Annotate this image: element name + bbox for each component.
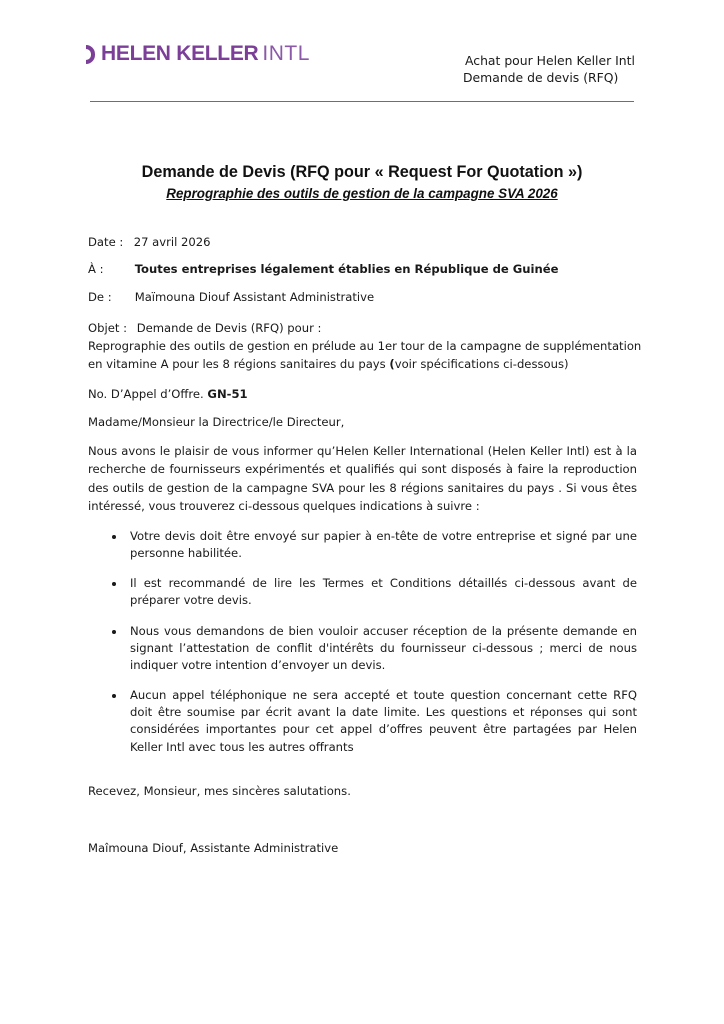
document-subtitle: Reprographie des outils de gestion de la campagne SVA 2026 [166, 186, 558, 201]
object-label: Objet : [88, 321, 127, 335]
bullet-icon [112, 694, 116, 698]
header-info [465, 52, 635, 86]
list-item-text: Aucun appel téléphonique ne sera accepté et toute question concernant cette RFQ doit être soumise par écrit avant la date limite. Les questions et réponses qui sont considérées importantes pour cet appel d’offres peuvent être partagées par Helen Keller Intl avec tous les autres offrants [130, 688, 637, 754]
list-item-text: Nous vous demandons de bien vouloir accuser réception de la présente demande en signant l’attestation de conflit d'intérêts du fournisseur ci-dessous ; merci de nous indiquer votre intention d’envoyer un devis. [130, 624, 637, 673]
object-line-3-spec: voir spécifications ci-dessous) [394, 357, 569, 371]
object-value: Demande de Devis (RFQ) pour : [136, 321, 322, 335]
logo-text-strong: HELEN KELLER [101, 42, 259, 65]
date-value: 27 avril 2026 [133, 235, 211, 249]
date-label: Date : [88, 235, 124, 249]
to-row [88, 261, 559, 278]
intro-paragraph: Nous avons le plaisir de vous informer qu’Helen Keller International (Helen Keller Intl) est à la recherche de fournisseurs expérimentés et qualifiés qui sont disposés à faire la reproduction des outils de gestion de la campagne SVA pour les 8 régions sanitaires du pays . Si vous êtes intéressé, vous trouverez ci-dessous quelques indications à suivre : [88, 444, 637, 513]
object-line-2: Reprographie des outils de gestion en prélude au 1er tour de la campagne de supplémentation [88, 339, 642, 353]
header-line-purchase: Achat pour Helen Keller Intl [465, 53, 635, 68]
logo-text-light: INTL [262, 42, 310, 65]
bullet-icon [112, 582, 116, 586]
signature-line: Maîmouna Diouf, Assistante Administrative [88, 841, 339, 855]
list-item [108, 687, 637, 756]
list-item-text: Il est recommandé de lire les Termes et Conditions détaillés ci-dessous avant de préparer votre devis. [130, 576, 637, 608]
list-item [108, 528, 637, 562]
header-divider [90, 101, 634, 102]
object-line-3-text: en vitamine A pour les 8 régions sanitaires du pays [88, 357, 390, 371]
from-label: De : [88, 290, 112, 304]
header-line-rfq: Demande de devis (RFQ) [463, 70, 619, 85]
from-value: Maïmouna Diouf Assistant Administrative [134, 290, 375, 304]
list-item [108, 623, 637, 675]
closing-line: Recevez, Monsieur, mes sincères salutations. [88, 784, 351, 798]
to-value: Toutes entreprises légalement établies en République de Guinée [134, 262, 559, 276]
object-line-3 [88, 356, 569, 373]
tender-number: GN-51 [207, 387, 248, 401]
object-line-3-paren: ( [389, 357, 395, 371]
logo-arc-icon [86, 45, 95, 64]
bullet-icon [112, 630, 116, 634]
tender-label: No. D’Appel d’Offre. [88, 387, 208, 401]
list-item [108, 575, 637, 609]
salutation: Madame/Monsieur la Directrice/le Directeur, [88, 415, 345, 429]
helen-keller-logo [86, 42, 310, 66]
bullet-icon [112, 535, 116, 539]
from-row [88, 289, 374, 306]
date-row [88, 234, 211, 251]
list-item-text: Votre devis doit être envoyé sur papier à en-tête de votre entreprise et signé par une personne habilitée. [130, 529, 637, 561]
to-label: À : [88, 262, 104, 276]
tender-row [88, 386, 248, 403]
object-row [88, 320, 321, 337]
document-title: Demande de Devis (RFQ pour « Request For Quotation ») [141, 163, 583, 181]
